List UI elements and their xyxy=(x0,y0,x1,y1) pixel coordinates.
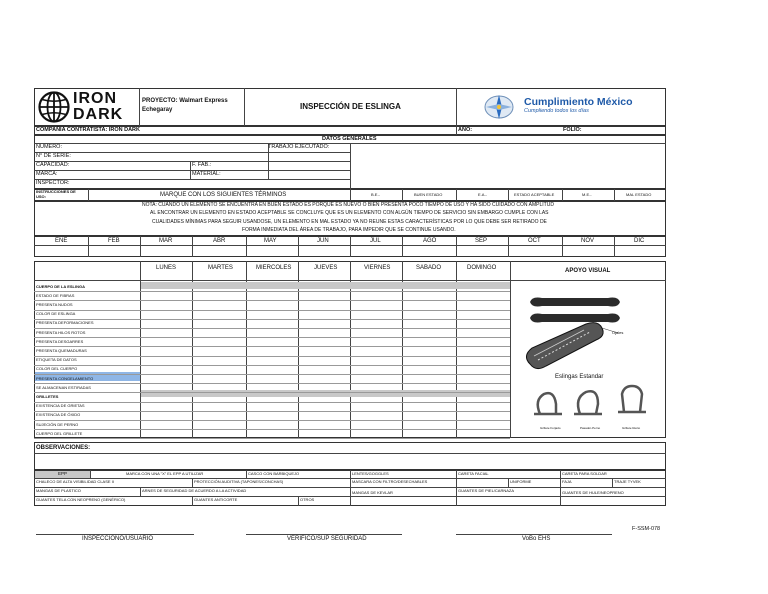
checklist-row-line xyxy=(34,365,510,366)
note-line-1: NOTA: CUANDO UN ELEMENTO SE ENCUENTRA EN BUEN ESTADO ES PORQUE ES NUEVO O BIEN PRESENTA POCO TIEMPO DE USO Y HA SIDO CUIDADO CON AMPLITUD xyxy=(142,202,554,208)
epp-chaleco: CHALECO DE ALTA VISIBILIDAD CLASE II xyxy=(36,479,114,484)
signature-line-2 xyxy=(246,534,402,535)
page-title: INSPECCIÓN DE ESLINGA xyxy=(300,102,401,111)
observations-box xyxy=(34,442,666,470)
checklist-item-label: PRESENTA CONGELAMIENTO xyxy=(36,375,94,381)
checklist-row-line xyxy=(34,291,510,292)
day-viernes: VIERNES xyxy=(364,265,391,271)
month-abr: ABR xyxy=(213,238,226,244)
general-data-title: DATOS GENERALES xyxy=(322,136,377,142)
epp-uniforme: UNIFORME xyxy=(510,479,532,484)
signature-line-3 xyxy=(456,534,612,535)
epp-mangas-kevlar: MANGAS DE KEVLAR xyxy=(352,490,393,495)
eslingas-estandar-label: Eslingas Estandar xyxy=(555,374,604,380)
month-oct: OCT xyxy=(528,238,541,244)
project-label: PROYECTO: Walmart Express xyxy=(142,98,228,104)
day-miercoles: MIERCOLES xyxy=(256,265,292,271)
cm-subtitle: Cumpliendo todos los días xyxy=(524,108,589,114)
checklist-item-label: ESTADO DE FIBRAS xyxy=(36,292,75,298)
checklist-row-line xyxy=(34,402,510,403)
section-band-eslinga xyxy=(141,282,510,289)
logo-iron: IRON xyxy=(73,90,117,107)
shackle-label-3: Grillete Recto xyxy=(622,426,641,430)
month-nov: NOV xyxy=(581,238,595,244)
signature-verifico: VERIFICO/SUP SEGURIDAD xyxy=(287,536,367,542)
day-domingo: DOMINGO xyxy=(467,265,497,271)
checklist-item-label: SUJECIÓN DE PERNO xyxy=(36,421,79,427)
field-material: MATERIAL: xyxy=(192,171,221,177)
checklist-row-line xyxy=(34,411,510,412)
field-capacidad: CAPACIDAD: xyxy=(36,162,70,168)
checklist-item-label: PRESENTA NUDOS xyxy=(36,301,73,307)
day-martes: MARTES xyxy=(208,265,233,271)
day-sabado: SABADO xyxy=(416,265,442,271)
day-jueves: JUEVES xyxy=(314,265,338,271)
globe-icon xyxy=(38,91,70,123)
month-ene: ENE xyxy=(55,238,68,244)
observations-label: OBSERVACIONES: xyxy=(36,445,91,451)
cm-title: Cumplimiento México xyxy=(524,96,633,108)
checklist-row-line xyxy=(34,328,510,329)
logo-dark: DARK xyxy=(73,106,124,123)
checklist-item-label: SE ALMACENAN ESTIRADAS xyxy=(36,384,91,390)
month-jul: JUL xyxy=(370,238,381,244)
checklist-row-line xyxy=(34,300,510,301)
epp-careta-soldar: CARETA PARA SOLDAR xyxy=(562,471,607,476)
term-me: M.E.- xyxy=(582,192,592,197)
epp-instruction: MARCA CON UNA "X" EL EPP A UTILIZAR xyxy=(126,471,204,476)
field-marca: MARCA: xyxy=(36,171,58,177)
epp-proteccion-auditiva: PROTECCIÓN AUDITIVA (TAPONES/CONCHAS) xyxy=(194,479,284,484)
iron-dark-logo xyxy=(38,91,136,123)
checklist-item-label: CUERPO DE LA ESLINGA xyxy=(36,283,85,289)
month-may: MAY xyxy=(264,238,277,244)
field-serie: N° DE SERIE: xyxy=(36,153,71,159)
epp-mascara: MASCARA CON FILTRO/DESECHABLES xyxy=(352,479,428,484)
term-estado-aceptable: ESTADO ACEPTABLE xyxy=(514,192,555,197)
epp-mangas-plastico: MANGAS DE PLASTICO xyxy=(36,488,81,493)
checklist-row-line xyxy=(34,356,510,357)
epp-casco: CASCO CON BARBIQUEJO xyxy=(248,471,300,476)
day-lunes: LUNES xyxy=(156,265,177,271)
checklist-row-line xyxy=(34,420,510,421)
epp-guantes-anticorte: GUANTES ANTICORTE xyxy=(194,497,238,502)
epp-traje-tyvek: TRAJE TYVEK xyxy=(614,479,641,484)
checklist-item-label: ETIQUETA DE DATOS xyxy=(36,357,77,363)
epp-guantes-hule: GUANTES DE HULE/NEOPRENO xyxy=(562,490,624,495)
apoyo-visual: APOYO VISUAL xyxy=(565,268,611,274)
checklist-row-line xyxy=(34,429,510,430)
checklist-row-line xyxy=(34,337,510,338)
cumplimiento-logo xyxy=(484,94,654,120)
month-ago: AGO xyxy=(423,238,437,244)
signature-vobo: VoBo EHS xyxy=(522,536,551,542)
checklist-item-label: CUERPO DEL GRILLETE xyxy=(36,430,83,436)
checklist-row-line xyxy=(34,438,510,439)
month-dic: DIC xyxy=(634,238,645,244)
epp-arnes: ARNES DE SEGURIDAD DE ACUERDO A LA ACTIVIDAD xyxy=(142,488,247,493)
instructions-label: INSTRUCCIONES DE xyxy=(36,189,76,194)
checklist-item-label: COLOR DEL CUERPO xyxy=(36,366,78,372)
field-fab: F. FAB.: xyxy=(192,162,212,168)
shackle-label-1: Grillete Forjado xyxy=(540,426,561,430)
term-buen-estado: BUEN ESTADO xyxy=(414,192,443,197)
form-code: F-SSM-078 xyxy=(632,526,661,532)
checklist-item-label: PRESENTA DEFORMACIONES xyxy=(36,320,94,326)
visual-aid-area xyxy=(512,282,664,436)
epp-title: EPP xyxy=(58,471,68,476)
checklist-row-line xyxy=(34,392,510,393)
marque-label: MARQUE CON LOS SIGUIENTES TÉRMINOS xyxy=(160,192,287,198)
month-sep: SEP xyxy=(475,238,488,244)
field-inspector: INSPECTOR: xyxy=(36,180,70,186)
note-line-2: AL ENCONTRAR UN ELEMENTO EN ESTADO ACEPTABLE SE CONCLUYE QUE ES UN ELEMENTO CON ALGÚN TIEMPO DE SERVICIO SIN EMBARGO CUMPLE CON LAS xyxy=(150,210,549,216)
term-ea: E.A.- xyxy=(478,192,487,197)
epp-careta-facial: CARETA FACIAL xyxy=(458,471,489,476)
epp-guantes-piel: GUANTES DE PIEL/CARNAZA xyxy=(458,488,515,493)
checklist-item-label: GRILLETES xyxy=(36,393,59,399)
term-be: B.E.- xyxy=(371,192,380,197)
epp-faja: FAJA xyxy=(562,479,572,484)
term-mal-estado: MAL ESTADO xyxy=(626,192,652,197)
checklist-item-label: EXISTENCIA DE GRIETAS xyxy=(36,403,85,409)
checklist-item-label: COLOR DE ESLINGA xyxy=(36,311,76,317)
field-trabajo: TRABAJO EJECUTADO: xyxy=(268,144,330,150)
epp-lentes: LENTES/GOGGLES xyxy=(352,471,389,476)
section-band-grilletes xyxy=(141,390,510,397)
checklist-row-line xyxy=(34,374,510,375)
checklist-row-line xyxy=(34,319,510,320)
signature-inspecciono: INSPECCIONO/USUARIO xyxy=(82,536,154,542)
epp-otros: OTROS xyxy=(300,497,315,502)
checklist-item-label: PRESENTA DESGARRES xyxy=(36,338,84,344)
checklist-row-line xyxy=(34,310,510,311)
folio-label: FOLIO: xyxy=(563,127,582,133)
instructions-label-2: USO: xyxy=(36,194,46,199)
checklist-row-line xyxy=(34,383,510,384)
note-line-4: FORMA INMEDIATA DEL ÁREA DE TRABAJO, PARA IMPEDIR QUE SE CONTINUE USANDO. xyxy=(242,227,456,233)
checklist-item-label: PRESENTA HILOS ROTOS xyxy=(36,329,86,335)
month-jun: JUN xyxy=(317,238,329,244)
checklist-item-label: EXISTENCIA DE ÓXIDO xyxy=(36,412,81,418)
year-label: AÑO: xyxy=(458,127,473,133)
project-line2: Echegaray xyxy=(142,107,173,113)
note-line-3: CUALIDADES MÍNIMAS PARA SEGUIR USANDOSE, UN ELEMENTO EN MAL ESTADO YA NO REUNE ESTAS CARACTERÍSTICAS POR LO QUE DEBE SER RETIRADO DE xyxy=(152,219,547,225)
checklist-item-label: PRESENTA QUEMADURAS xyxy=(36,347,87,353)
checklist-row-line xyxy=(34,346,510,347)
compass-icon xyxy=(484,94,514,120)
ojales-label: Ojales xyxy=(612,330,624,335)
company-label: COMPAÑIA CONTRATISTA: IRON DARK xyxy=(36,127,140,133)
signature-line-1 xyxy=(36,534,194,535)
epp-guantes-tela: GUANTES TELA CON NEOPRENO (GENÉRICO) xyxy=(36,497,126,502)
month-feb: FEB xyxy=(108,238,120,244)
sling-illustrations xyxy=(512,282,664,436)
field-numero: NUMERO: xyxy=(36,144,62,150)
shackle-label-2: Pasador-Perno xyxy=(580,426,601,430)
month-mar: MAR xyxy=(159,238,173,244)
